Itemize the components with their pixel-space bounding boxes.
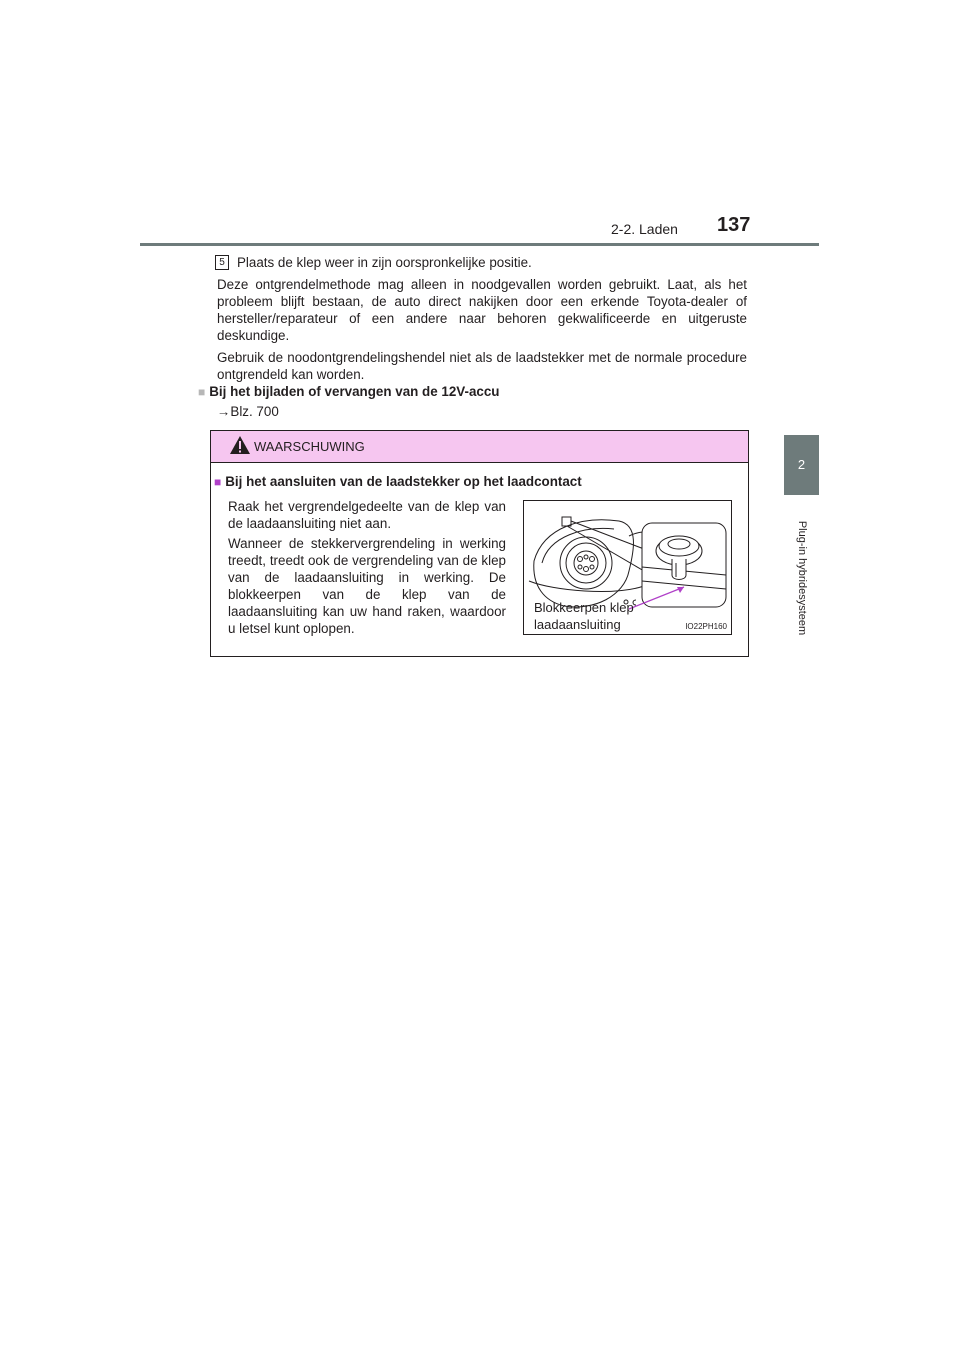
page-reference-link[interactable]: →Blz. 700 <box>217 404 279 419</box>
page-number: 137 <box>717 214 751 236</box>
warning-title: WAARSCHUWING <box>254 439 365 454</box>
warning-paragraph-2: Wanneer de stekkervergrendeling in werking treedt, treedt ook de vergrendeling van de klep van de laadaansluiting in werking. De blokkeerpen van de klep van de laadaansluiting kan uw hand raken, waardoor u letsel kunt oplopen. <box>228 536 506 636</box>
square-bullet-icon: ■ <box>198 385 206 399</box>
step-number: 5 <box>215 255 229 270</box>
step-paragraph-2: Gebruik de noodontgrendelingshendel niet als de laadstekker met de normale procedure ontgrendeld kan worden. <box>217 350 747 382</box>
chapter-tab: 2 <box>784 435 819 495</box>
step-text: Plaats de klep weer in zijn oorspronkelijke positie. <box>237 255 532 270</box>
header-divider <box>140 243 819 246</box>
warning-header <box>211 431 748 463</box>
subsection-title: Bij het bijladen of vervangen van de 12V-accu <box>209 384 500 399</box>
warning-subtitle: Bij het aansluiten van de laadstekker op het laadcontact <box>225 474 582 489</box>
warning-triangle-icon <box>229 435 251 455</box>
section-title: 2-2. Laden <box>611 221 678 237</box>
step-paragraph-1: Deze ontgrendelmethode mag alleen in noodgevallen worden gebruikt. Laat, als het probleem blijft bestaan, de auto direct nakijken door een erkende Toyota-dealer of hersteller/reparateur of een andere naar behoren gekwalificeerde en uitgeruste deskundige. <box>217 277 747 343</box>
subsection-heading <box>198 383 748 401</box>
warning-paragraph-1: Raak het vergrendelgedeelte van de klep van de laadaansluiting niet aan. <box>228 499 506 531</box>
charge-port-illustration <box>523 500 732 635</box>
chapter-label <box>792 513 812 643</box>
chapter-label-text: Plug-in hybridesysteem <box>796 520 808 636</box>
figure-label-line-1: Blokkeerpen klep <box>534 600 634 615</box>
figure-code: IO22PH160 <box>685 622 727 631</box>
square-bullet-icon: ■ <box>214 475 222 489</box>
warning-subtitle-row <box>214 473 744 491</box>
figure-label-line-2: laadaansluiting <box>534 617 621 632</box>
